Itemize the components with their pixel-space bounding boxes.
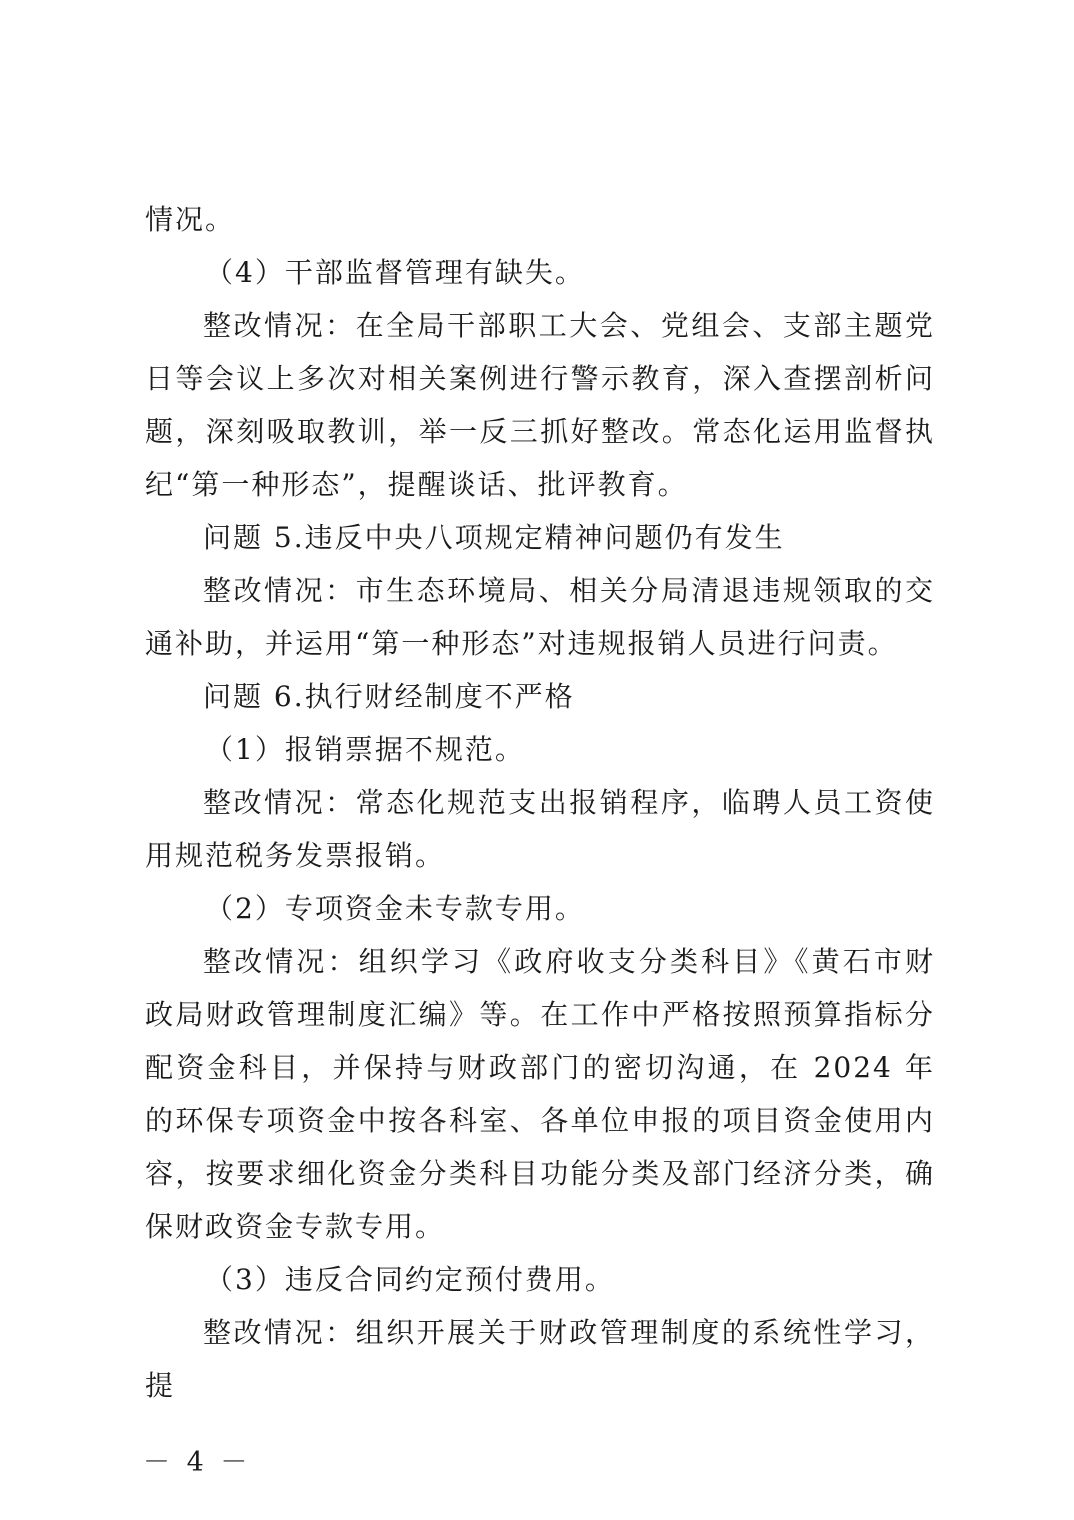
document-body <box>145 193 935 1412</box>
subitem-heading-4: （4）干部监督管理有缺失。 <box>205 256 585 289</box>
rectification-paragraph: 整改情况：组织学习《政府收支分类科目》《黄石市财政局财政管理制度汇编》等。在工作中严格按照预算指标分配资金科目，并保持与财政部门的密切沟通，在 2024 年的环保专项资金中按各科室、各单位申报的项目资金使用内容，按要求细化资金分类科目功能分类及部门经济分类，确保财政资金专款专用。 <box>145 945 935 1243</box>
subitem-heading-3: （3）违反合同约定预付费用。 <box>205 1263 615 1296</box>
issue-heading-5: 问题 5.违反中央八项规定精神问题仍有发生 <box>203 521 785 554</box>
subitem-heading-2: （2）专项资金未专款专用。 <box>205 892 585 925</box>
page-number: － 4 － <box>143 1447 252 1478</box>
rectification-paragraph: 整改情况：常态化规范支出报销程序，临聘人员工资使用规范税务发票报销。 <box>145 786 935 872</box>
rectification-paragraph: 整改情况：市生态环境局、相关分局清退违规领取的交通补助，并运用“第一种形态”对违规报销人员进行问责。 <box>145 574 935 660</box>
rectification-paragraph: 整改情况：组织开展关于财政管理制度的系统性学习，提 <box>145 1316 935 1402</box>
rectification-paragraph: 整改情况：在全局干部职工大会、党组会、支部主题党日等会议上多次对相关案例进行警示教育，深入查摆剖析问题，深刻吸取教训，举一反三抓好整改。常态化运用监督执纪“第一种形态”，提醒谈话、批评教育。 <box>145 309 935 501</box>
paragraph-continuation: 情况。 <box>145 203 236 236</box>
issue-heading-6: 问题 6.执行财经制度不严格 <box>203 680 575 713</box>
subitem-heading-1: （1）报销票据不规范。 <box>205 733 525 766</box>
